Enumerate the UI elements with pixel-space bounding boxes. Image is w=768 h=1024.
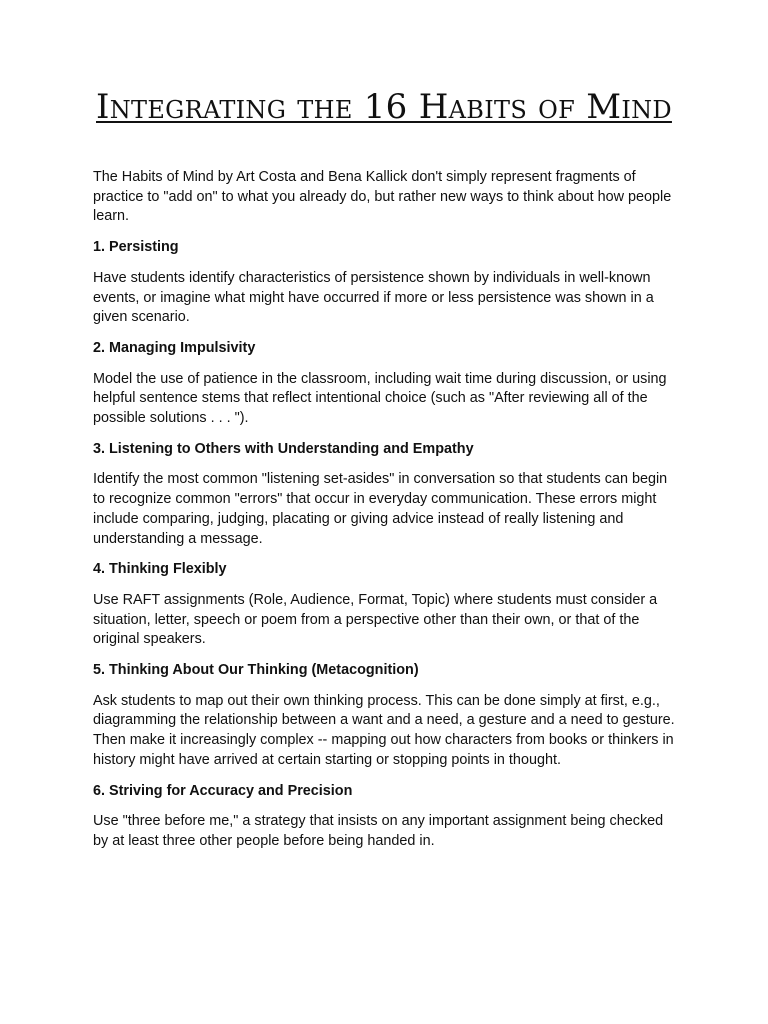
- section-body-persisting: Have students identify characteristics of persistence shown by individuals in well-known events, or imagine what might have occurred if more or less persistence was shown in a given scenario.: [93, 269, 654, 326]
- section-heading-listening: 3. Listening to Others with Understanding and Empathy: [93, 440, 474, 457]
- intro-paragraph: The Habits of Mind by Art Costa and Bena Kallick don't simply represent fragments of practice to "add on" to what you already do, but rather new ways to think about how people learn.: [93, 169, 672, 225]
- section-body-managing-impulsivity: Model the use of patience in the classroom, including wait time during discussion, or using helpful sentence stems that reflect intentional choice (such as "After reviewing all of the possible solutions . . . ").: [93, 370, 667, 427]
- page-title: Integrating the 16 Habits of Mind: [96, 87, 672, 127]
- document-body: [93, 168, 678, 863]
- section-body-metacognition: Ask students to map out their own thinking process. This can be done simply at first, e.g., diagramming the relationship between a want and a need, a gesture and a need to gesture. Then make it increasingly complex -- mapping out how characters from books or thinkers in history might have arrived at certain starting or stopping points in thought.: [93, 692, 675, 768]
- section-heading-managing-impulsivity: 2. Managing Impulsivity: [93, 339, 256, 356]
- section-heading-metacognition: 5. Thinking About Our Thinking (Metacognition): [93, 662, 419, 679]
- section-body-listening: Identify the most common "listening set-asides" in conversation so that students can begin to recognize common "errors" that occur in everyday communication. These errors might include comparing, judging, placating or giving advice instead of really listening and understanding a message.: [93, 471, 668, 547]
- section-heading-persisting: 1. Persisting: [93, 239, 179, 256]
- section-heading-accuracy-precision: 6. Striving for Accuracy and Precision: [93, 782, 353, 799]
- section-body-thinking-flexibly: Use RAFT assignments (Role, Audience, Format, Topic) where students must consider a situation, letter, speech or poem from a perspective other than their own, or that of the original speakers.: [93, 591, 658, 648]
- section-body-accuracy-precision: Use "three before me," a strategy that insists on any important assignment being checked by at least three other people before being handed in.: [93, 813, 664, 849]
- section-heading-thinking-flexibly: 4. Thinking Flexibly: [93, 561, 227, 578]
